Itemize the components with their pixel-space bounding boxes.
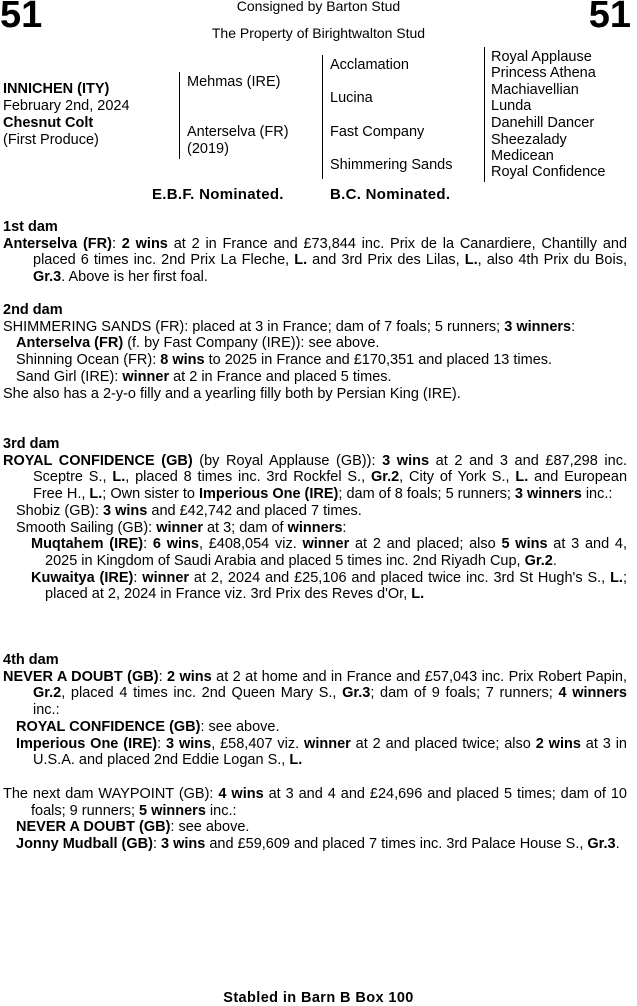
fourth-dam-text: NEVER A DOUBT (GB): 2 wins at 2 at home and in France and £57,043 inc. Prix Robert Papin, Gr.2, placed 4 times inc. 2nd Queen Mary S., Gr.3; dam of 9 foals; 7 runners; 4 winners inc.: [3, 668, 628, 719]
g3-7: Medicean [491, 148, 554, 164]
third-dam-section [3, 436, 627, 603]
next-dam-jonny-mudball: Jonny Mudball (GB): 3 wins and £59,609 and placed 7 times inc. 3rd Palace House S., Gr.3. [16, 836, 620, 853]
third-dam-muqtahem: Muqtahem (IRE): 6 wins, £408,054 viz. winner at 2 and placed; also 5 wins at 3 and 4, 2025 in Kingdom of Saudi Arabia and placed 5 times inc. 2nd Riyadh Cup, Gr.2. [31, 536, 628, 569]
dam-dam: Shimmering Sands [330, 157, 453, 173]
g3-5: Danehill Dancer [491, 115, 595, 131]
fourth-dam-heading: 4th dam [3, 652, 59, 668]
stabling-footer: Stabled in Barn B Box 100 [223, 990, 414, 1006]
second-dam-section [3, 302, 627, 402]
lot-number-left: 51 [0, 0, 43, 36]
horse-note: (First Produce) [3, 132, 99, 148]
third-dam-text: ROYAL CONFIDENCE (GB) (by Royal Applause (GB)): 3 wins at 2 and 3 and £87,298 inc. Sceptre S., L., placed 8 times inc. 3rd Rockfel S., Gr.2, City of York S., L. and European Free H., L.; Own sister to Imperious One (IRE); dam of 8 foals; 5 runners; 3 winners inc.: [3, 452, 628, 503]
horse-description: Chesnut Colt [3, 115, 94, 131]
second-dam-offspring-1: Anterselva (FR) (f. by Fast Company (IRE)): see above. [16, 335, 380, 352]
third-dam-kuwaitya: Kuwaitya (IRE): winner at 2, 2024 and £25,106 and placed twice inc. 3rd St Hugh's S., L.; placed at 2, 2024 in France viz. 3rd Prix des Reves d'Or, L. [31, 569, 627, 603]
next-dam-never-a-doubt: NEVER A DOUBT (GB): see above. [16, 819, 250, 836]
next-dam-section [3, 786, 627, 853]
sire-sire: Acclamation [330, 57, 409, 73]
ebf-nomination: E.B.F. Nominated. [152, 186, 284, 203]
pedigree-line-1 [179, 72, 180, 159]
g3-4: Lunda [491, 98, 532, 114]
pedigree-line-3 [484, 47, 485, 182]
fourth-dam-royal-confidence: ROYAL CONFIDENCE (GB): see above. [16, 718, 280, 735]
lot-number-right: 51 [588, 0, 631, 36]
g3-1: Royal Applause [491, 49, 592, 65]
third-dam-heading: 3rd dam [3, 436, 60, 452]
third-dam-smooth-sailing: Smooth Sailing (GB): winner at 3; dam of winners: [16, 519, 347, 536]
dam-sire: Fast Company [330, 124, 425, 140]
horse-name: INNICHEN (ITY) [3, 81, 110, 97]
pedigree-line-2 [322, 55, 323, 179]
second-dam-offspring-3: Sand Girl (IRE): winner at 2 in France and placed 5 times. [16, 368, 392, 385]
property: The Property of Birightwalton Stud [211, 25, 426, 41]
sire-dam: Lucina [330, 90, 373, 106]
fourth-dam-imperious-one: Imperious One (IRE): 3 wins, £58,407 viz. winner at 2 and placed twice; also 2 wins at 3 in U.S.A. and placed 2nd Eddie Logan S., L. [16, 735, 627, 769]
second-dam-closing: She also has a 2-y-o filly and a yearling filly both by Persian King (IRE). [3, 385, 461, 402]
g3-8: Royal Confidence [491, 164, 606, 180]
fourth-dam-section [3, 652, 627, 769]
first-dam-heading: 1st dam [3, 219, 58, 235]
g3-3: Machiavellian [491, 82, 579, 98]
sire: Mehmas (IRE) [187, 74, 281, 90]
first-dam-section [3, 219, 627, 286]
next-dam-text: The next dam WAYPOINT (GB): 4 wins at 3 and 4 and £24,696 and placed 5 times; dam of 10 foals; 9 runners; 5 winners inc.: [3, 786, 627, 819]
second-dam-offspring-2: Shinning Ocean (FR): 8 wins to 2025 in France and £170,351 and placed 13 times. [16, 352, 553, 369]
consignor: Consigned by Barton Stud [236, 0, 401, 14]
third-dam-shobiz: Shobiz (GB): 3 wins and £42,742 and placed 7 times. [16, 502, 362, 519]
second-dam-heading: 2nd dam [3, 302, 63, 318]
horse-dob: February 2nd, 2024 [3, 98, 130, 114]
bc-nomination: B.C. Nominated. [330, 186, 451, 203]
g3-6: Sheezalady [491, 132, 567, 148]
first-dam-text: Anterselva (FR): 2 wins at 2 in France and £73,844 inc. Prix de la Canardiere, Chantilly and placed 6 times inc. 2nd Prix La Fleche, L. and 3rd Prix des Lilas, L., also 4th Prix du Bois, Gr.3. Above is her first foal. [3, 235, 628, 286]
dam-year: (2019) [187, 141, 229, 157]
dam: Anterselva (FR) [187, 124, 289, 140]
g3-2: Princess Athena [491, 65, 596, 81]
second-dam-intro: SHIMMERING SANDS (FR): placed at 3 in France; dam of 7 foals; 5 runners; 3 winners: [3, 318, 576, 335]
